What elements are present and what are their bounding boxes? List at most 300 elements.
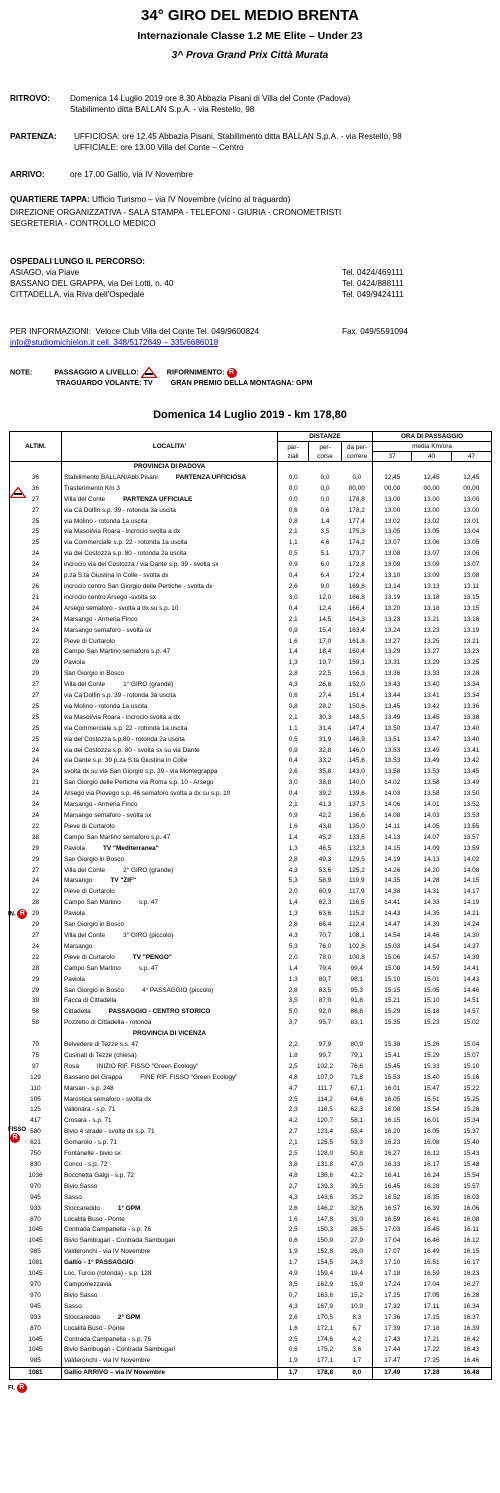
percorrere-cell: 136,6 [342,811,373,822]
time-40-cell: 13.33 [423,670,440,678]
time-47-cell: 16.03 [452,1193,492,1204]
percorse-cell: 116,5 [317,1106,333,1114]
time-47-cell: 13.45 [452,767,492,778]
time-47-cell: 16.28 [452,1291,492,1302]
percorrere-cell: 174,2 [342,538,373,549]
localita-cell [62,996,278,1007]
time-40-cell: 16.28 [423,1182,440,1190]
altim-cell: 750 [10,1149,62,1160]
location-name: via Dante s.p. 39 p.za S.ta Giustina in Colle [64,757,188,765]
percorrere-cell: 166,4 [342,604,373,615]
parziali-cell: 0,5 [288,550,298,558]
time-47-cell: 13.52 [452,800,492,811]
location-name: Località Buso - Ponte [64,1215,125,1223]
time-40-cell: 15.51 [423,1095,440,1103]
time-40-cell: 16.46 [423,1237,440,1245]
localita-cell [62,778,278,789]
localita-cell [62,669,278,680]
percorrere-cell: 4,2 [342,1335,373,1346]
location-note: TV "ZIF" [110,877,137,885]
parziali-cell: 0,7 [288,1291,298,1299]
percorse-cell: 45,2 [318,833,332,841]
time-37-cell: 16.33 [384,1161,401,1168]
parziali-cell: 2,6 [288,582,298,590]
time-40-cell: 15.05 [423,986,440,994]
altim-cell: 22 [10,887,62,898]
location-name: Campo San Martino semaforo s.p. 47 [64,833,171,841]
percorrere-cell: 91,8 [342,996,373,1007]
location-name: Marsan - s.p. 248 [64,1084,114,1092]
altim-cell: 21 [10,778,62,789]
location-name: Pieve di Curtarolo [64,637,115,645]
time-47-cell: 15.16 [452,1073,492,1084]
altim-cell: 24 [10,549,62,560]
table-row [10,538,492,549]
percorrere-cell: 119,9 [342,876,373,887]
parziali-cell: 0,9 [288,561,298,569]
time-47-cell: 15.57 [452,1182,492,1193]
table-row [10,800,492,811]
time-40-cell: 13.41 [423,692,440,700]
time-40-cell: 14.07 [423,833,440,841]
percorse-cell: 92,0 [318,1008,332,1016]
percorse-cell: 26,8 [318,681,332,689]
percorse-cell: 22,5 [318,670,332,678]
time-40-cell: 14.31 [423,888,440,896]
table-row [10,1138,492,1149]
percorrere-cell: 129,5 [342,855,373,866]
province-padova-row [10,462,492,473]
altim-cell: 621 [10,1138,62,1149]
parziali-cell: 2,0 [288,953,298,961]
localita-cell [62,1116,278,1127]
time-40-cell: 15.18 [423,1008,440,1016]
time-37-cell: 17.36 [384,1313,401,1321]
parziali-cell: 1,3 [288,844,298,852]
localita-cell [62,746,278,757]
location-name: Paviola [64,844,85,852]
localita-cell [62,844,278,855]
parziali-cell: 0,6 [288,1237,298,1245]
altim-cell: 29 [10,975,62,986]
time-47-cell: 13.00 [452,506,492,517]
time-47-cell: 13.15 [452,593,492,604]
altim-cell: 97 [10,1062,62,1073]
col-distanze-header: DISTANZE [278,432,373,442]
percorse-cell: 154,5 [317,1259,333,1267]
altim-cell: 25 [10,538,62,549]
localita-cell [62,473,278,484]
altim-cell: 27 [10,691,62,702]
time-37-cell: 14.19 [384,855,401,863]
location-name: Campo San Martino [64,899,121,907]
time-37-cell: 13.10 [384,572,401,580]
time-47-cell: 15.07 [452,1051,492,1062]
localita-cell [62,789,278,800]
parziali-cell: 2,8 [288,986,298,994]
location-name: via Masoi/via Roara - incrocio svolta a dx [64,713,181,721]
time-40-cell: 14.03 [423,812,440,819]
location-name: Marsango - Armeria Finco [64,615,138,623]
time-40-cell: 14.01 [423,801,440,809]
time-37-cell: 13.31 [384,659,401,667]
percorse-cell: 80,7 [318,975,332,983]
location-name: via Cà Dolfin s.p. 39 - rotonda 3a uscita [64,692,176,700]
location-name: incrocio centro Arsego -svolta sx [64,593,156,601]
time-47-cell: 14.39 [452,953,492,964]
location-name: Stoccareddo [64,1313,100,1321]
time-40-cell: 13.29 [423,659,440,667]
percorse-cell: 143,6 [317,1193,333,1201]
location-note: TV "PENGO" [132,953,172,961]
time-40-cell: 13.42 [423,702,440,710]
arrivo-text: ore 17.00 Gallio, via IV Novembre [70,170,193,179]
location-name: svolta dx su via San Giorgio s.p. 39 - via Montegrappa [64,768,218,776]
percorse-cell: 39,2 [318,790,332,798]
time-47-cell: 13.05 [452,538,492,549]
refuel-start-marker [8,909,27,919]
altim-cell: 110 [10,1084,62,1095]
location-name: via Molino - rotonda 1a uscita [64,517,148,525]
location-name: via dei Costozza s.p. 80 - rotonda 2a uscita [64,550,187,558]
location-name: San Giorgio in Bosco [64,986,125,994]
altim-cell: 24 [10,626,62,637]
timetable-body [10,462,492,1380]
time-37-cell: 17.47 [384,1357,401,1365]
time-47-cell: 13.15 [452,604,492,615]
percorrere-cell: 108,1 [342,931,373,942]
localita-cell [62,691,278,702]
time-47-cell: 16.17 [452,1258,492,1269]
time-47-cell: 13.25 [452,658,492,669]
partenza-label: PARTENZA: [10,132,57,141]
time-37-cell: 17.44 [384,1346,401,1354]
time-40-cell: 13.13 [423,582,440,590]
percorse-cell: 150,9 [317,1237,333,1245]
time-47-cell: 16.39 [452,1324,492,1335]
direzione-line-1: DIREZIONE ORGANIZZATIVA - SALA STAMPA - TELEFONI - GIURIA - CRONOMETRISTI [10,208,342,217]
altim-cell: 970 [10,1182,62,1193]
altim-cell [10,1029,62,1040]
localita-cell [62,1236,278,1247]
altim-cell: 24 [10,789,62,800]
level-crossing-icon [141,367,157,378]
location-name: Campo San Martino [64,964,121,972]
time-47-cell: 14.46 [452,986,492,997]
table-row [10,1073,492,1084]
time-37-cell: 14.11 [384,822,401,830]
time-37-cell: 15.06 [384,953,401,961]
localita-cell [62,1018,278,1029]
parziali-cell: 1,6 [288,1324,298,1332]
in-label: IN. [8,911,16,918]
percorse-cell: 63,6 [318,910,332,918]
direzione-line-2: SEGRETERIA - CONTROLLO MEDICO [10,219,156,228]
table-row [10,964,492,975]
hospital-name: BASSANO DEL GRAPPA, via Dei Lotti, n. 40 [10,279,174,288]
altim-cell: 27 [10,680,62,691]
time-37-cell: 17.49 [373,1368,412,1380]
contact-email-link[interactable]: info@studiomichielon.it cell. 348/5172649 – 335/6686018 [10,338,219,347]
time-47-cell: 16.08 [452,1215,492,1226]
time-37-cell: 17.04 [384,1237,401,1245]
day-title: Domenica 14 Luglio 2019 - km 178,80 [153,409,347,421]
parziali-cell: 2,7 [288,1128,298,1136]
location-name: Contrada Campanella - s.p. 76 [64,1226,152,1234]
localita-cell [62,615,278,626]
altim-cell: 25 [10,702,62,713]
location-name: Gallio - 1° PASSAGGIO [64,1259,134,1267]
localita-cell [62,1127,278,1138]
localita-cell [62,735,278,746]
table-row [10,1215,492,1226]
location-name: Marsango [64,877,93,885]
time-40-cell: 16.24 [423,1171,440,1179]
altim-cell: 39 [10,996,62,1007]
time-47-cell: 13.21 [452,637,492,648]
altim-cell: 125 [10,1105,62,1116]
time-40-cell: 17.04 [423,1280,440,1288]
table-row [10,996,492,1007]
location-name: Pozzetto di Cittadella - rotonda [64,1019,152,1027]
percorrere-cell: 98,1 [342,975,373,986]
percorse-cell: 35,8 [318,768,332,776]
percorrere-cell: 160,4 [342,647,373,658]
time-37-cell: 17.25 [384,1291,401,1299]
time-37-cell: 13.20 [384,604,401,612]
localita-cell [62,1215,278,1226]
table-row [10,1018,492,1029]
localita-cell [62,756,278,767]
percorse-cell: 128,0 [317,1150,333,1158]
altim-cell: 28 [10,898,62,909]
table-row [10,942,492,953]
parziali-cell: 0,9 [288,626,298,634]
parziali-cell: 1,1 [288,724,298,732]
location-name: Contrada Campanella - s.p. 76 [64,1335,152,1343]
table-row [10,637,492,648]
parziali-cell: 4,3 [288,1302,298,1310]
altim-cell: 945 [10,1193,62,1204]
localita-cell [62,658,278,669]
location-name: Cittadella [64,1008,91,1016]
table-row [10,822,492,833]
parziali-cell: 5,3 [288,942,298,950]
time-37-cell: 13.36 [384,670,401,678]
parziali-cell: 2,1 [288,1139,298,1147]
passaggio-livello-label: PASSAGGIO A LIVELLO: [54,367,139,377]
percorrere-cell: 115,2 [342,909,373,920]
ritrovo-text-2: Stabilimento ditta BALLAN S.p.A. - via Restello, 98 [70,105,255,114]
time-47-cell: 16.37 [452,1313,492,1324]
time-37-cell: 15.08 [384,964,401,972]
time-37-cell: 16.15 [384,1117,401,1125]
percorse-cell: 163,6 [317,1291,333,1299]
localita-cell [62,833,278,844]
time-37-cell: 17.07 [384,1248,401,1256]
time-47-cell: 14.51 [452,996,492,1007]
percorse-cell: 12,0 [318,593,332,601]
localita-cell [62,1204,278,1215]
refuel-end-marker [8,1383,27,1393]
time-40-cell: 13.18 [423,604,440,612]
parziali-cell: 2,1 [288,713,298,721]
percorse-cell: 102,2 [317,1062,333,1070]
col-localita-header: LOCALITA' [62,432,278,462]
localita-cell [62,527,278,538]
localita-cell [62,560,278,571]
location-name: Marsango semaforo - svolta sx [64,812,152,819]
altim-cell: 1045 [10,1225,62,1236]
parziali-cell: 2,1 [288,528,298,536]
time-37-cell: 14.54 [384,931,401,939]
table-row [10,909,492,920]
parziali-cell: 4,3 [288,866,298,874]
time-47-cell: 15.34 [452,1116,492,1127]
time-47-cell: 14.21 [452,909,492,920]
percorse-cell: 159,4 [317,1270,333,1278]
percorse-cell: 43,8 [318,822,332,830]
time-47-cell: 13.34 [452,691,492,702]
parziali-cell: 1,6 [288,637,298,645]
percorrere-cell: 116,5 [342,898,373,909]
altim-cell: 945 [10,1302,62,1313]
percorse-cell: 32,8 [318,746,332,754]
localita-cell [62,713,278,724]
time-47-cell: 13.28 [452,669,492,680]
localita-cell [62,866,278,877]
time-47-cell: 13.04 [452,527,492,538]
location-name: incrocio via dei Costozza / via Dante s.p. 39 - svolta sx [64,561,219,569]
percorrere-cell: 8,3 [342,1313,373,1324]
time-47-cell: 13.19 [452,626,492,637]
refuel-icon: R [17,1383,27,1393]
localita-cell [62,647,278,658]
table-row [10,898,492,909]
table-row [10,931,492,942]
time-37-cell: 16.41 [384,1171,401,1179]
localita-cell [62,953,278,964]
time-40-cell: 17.28 [412,1368,452,1380]
location-name: via Cà Dolfin s.p. 39 - rotonda 3a uscita [64,506,176,514]
altim-cell: 970 [10,1280,62,1291]
altim-cell: 1045 [10,1269,62,1280]
ritrovo-text-1: Domenica 14 Luglio 2019 ore 8.30 Abbazia Pisani di Villa del Conte (Padova) [70,94,351,103]
parziali-cell: 0,0 [288,473,298,481]
time-37-cell: 17.24 [384,1280,401,1288]
table-row [10,1127,492,1138]
time-40-cell: 15.10 [423,997,440,1005]
percorse-cell: 30,3 [318,713,332,721]
location-name: Campo San Martino semaforo s.p. 47 [64,648,171,656]
time-40-cell: 15.26 [423,1041,440,1049]
location-note: PARTENZA UFFICIALE [123,495,193,503]
time-47-cell: 14.30 [452,931,492,942]
altim-cell [10,462,62,473]
localita-cell [62,1258,278,1269]
time-40-cell: 13.58 [423,790,440,798]
page-title: 34° GIRO DEL MEDIO BRENTA [141,7,359,24]
altim-cell: 417 [10,1116,62,1127]
percorrere-cell: 67,1 [342,1084,373,1095]
table-row [10,1335,492,1346]
time-37-cell: 12,45 [384,473,401,481]
time-40-cell: 15.54 [423,1106,440,1114]
time-40-cell: 13.00 [423,495,440,503]
location-name: via Commerciale s.p. 22 - rotonda 1a uscita [64,724,188,732]
time-47-cell: 13.34 [452,680,492,691]
percorrere-cell: 62,3 [342,1105,373,1116]
table-row [10,1040,492,1051]
localita-cell [62,1007,278,1018]
time-37-cell: 17.32 [384,1302,401,1310]
table-row [10,1171,492,1182]
time-47-cell: 13.01 [452,517,492,528]
col-media-header: media Km/ora [373,442,492,452]
location-name: Belvedere di Tezze s.s. 47 [64,1041,139,1049]
time-37-cell: 13.43 [384,681,401,689]
percorrere-cell: 135,0 [342,822,373,833]
time-37-cell: 14.02 [384,779,401,787]
time-37-cell: 16.57 [384,1204,401,1212]
altim-cell: 1081 [10,1368,62,1380]
time-47-cell: 14.17 [452,887,492,898]
location-name: via Masoi/via Roara - incrocio svolta a dx [64,528,181,536]
time-37-cell: 13.45 [384,702,401,710]
partenza-text-2: UFFICIALE: ore 13.00 Villa del Conte – Centro [74,143,244,152]
percorrere-cell: 146,9 [342,735,373,746]
time-37-cell: 17.18 [384,1270,401,1278]
location-name: Conco - s.p. 72 [64,1161,108,1168]
time-47-cell: 14.37 [452,942,492,953]
location-note: 2° GPM [117,1313,141,1321]
percorrere-cell: 0,0 [342,473,373,484]
time-40-cell: 16.41 [423,1215,440,1223]
location-name: via dei Costozza s.p. 80 - svolta sx su via Dante [64,746,200,754]
percorse-cell: 174,6 [317,1335,333,1343]
table-row [10,473,492,484]
localita-cell [62,1084,278,1095]
parziali-cell: 1,9 [288,1248,298,1256]
table-row [10,1116,492,1127]
col-percorrere-header: da per- correre [342,442,373,462]
percorse-cell: 136,6 [317,1171,333,1179]
time-40-cell: 13.23 [423,626,440,634]
percorse-cell: 175,2 [317,1346,333,1354]
hospital-tel: Tel. 0424/469111 [342,268,404,277]
time-47-cell: 16.43 [452,1345,492,1356]
parziali-cell: 5,3 [288,877,298,885]
percorrere-cell: 83,1 [342,1018,373,1029]
altim-cell: 70 [10,1040,62,1051]
table-row [10,1062,492,1073]
percorrere-cell: 148,5 [342,713,373,724]
percorse-cell: 19,7 [318,659,332,667]
localita-cell [62,1291,278,1302]
localita-cell [62,1160,278,1171]
altim-cell: 24 [10,800,62,811]
parziali-cell: 4,7 [288,1084,298,1092]
percorrere-cell: 19,4 [342,1269,373,1280]
location-name: Villa del Conte [64,866,106,874]
time-37-cell: 14.15 [384,844,401,852]
localita-cell [62,582,278,593]
percorse-cell: 49,3 [318,855,332,863]
parziali-cell: 2,0 [288,888,298,896]
time-37-cell: 15.15 [384,986,401,994]
percorse-cell: 177,1 [317,1357,333,1365]
time-47-cell: 15.25 [452,1095,492,1106]
